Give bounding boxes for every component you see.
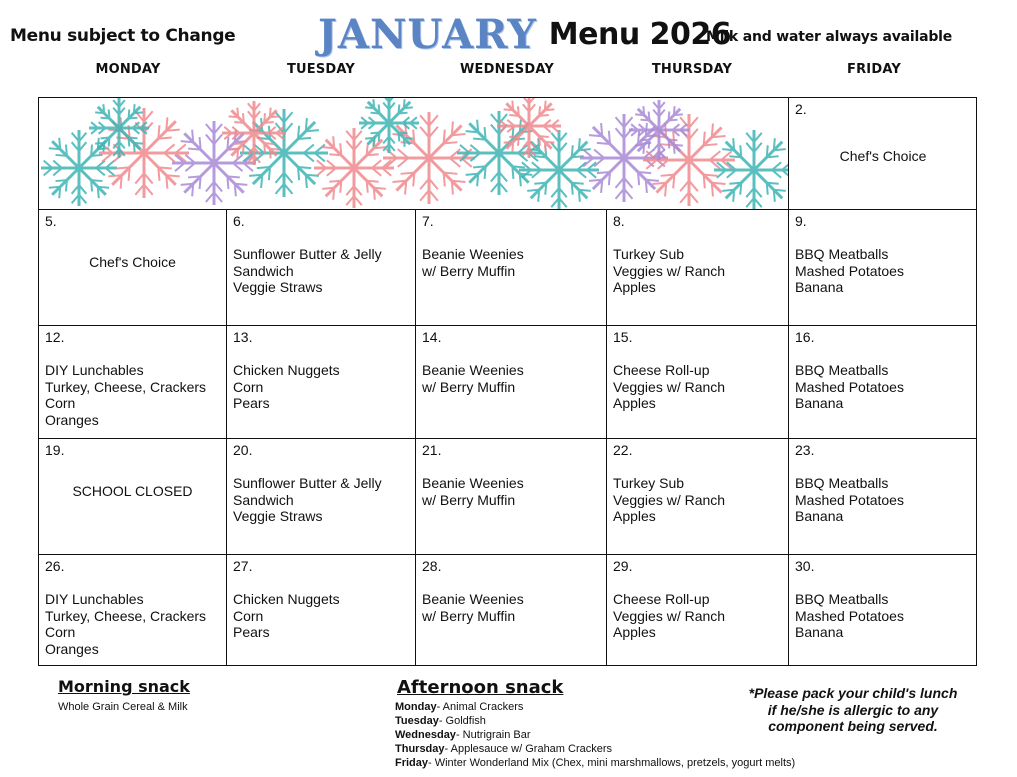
day-number: 2. (795, 101, 807, 117)
menu-item: Sandwich (233, 262, 294, 279)
menu-item: Beanie Weenies (422, 362, 524, 378)
menu-item: Mashed Potatoes (795, 491, 904, 508)
menu-item: Cheese Roll-up (613, 362, 710, 378)
menu-item: w/ Berry Muffin (422, 491, 516, 508)
day-number: 19. (45, 442, 65, 458)
day-number: 20. (233, 442, 253, 458)
page-title (318, 10, 731, 58)
menu-item: Banana (795, 508, 844, 524)
day-number: 5. (45, 213, 57, 229)
snowflake-icon (629, 100, 689, 160)
day-number: 13. (233, 329, 253, 345)
calendar-cell (416, 210, 607, 326)
cell-center-text: Chef's Choice (839, 148, 927, 164)
snowflake-banner (39, 98, 789, 210)
menu-item: BBQ Meatballs (795, 362, 889, 378)
calendar-cell (607, 210, 789, 326)
calendar-cell (789, 555, 977, 666)
day-number: 6. (233, 213, 245, 229)
snack-day: Friday (395, 757, 429, 769)
menu-item: BBQ Meatballs (795, 475, 889, 491)
day-number: 29. (613, 558, 633, 574)
menu-item: Beanie Weenies (422, 246, 524, 262)
calendar-cell (227, 439, 416, 555)
menu-item: Apples (613, 624, 656, 640)
menu-item: Beanie Weenies (422, 475, 524, 491)
calendar-cell (607, 326, 789, 439)
calendar-cell (39, 439, 227, 555)
snack-food: - Winter Wonderland Mix (Chex, mini marshmallows, pretzels, yogurt melts) (428, 757, 796, 769)
menu-item: w/ Berry Muffin (422, 378, 516, 395)
menu-item: Apples (613, 508, 656, 524)
menu-item: Pears (233, 624, 270, 640)
day-number: 8. (613, 213, 625, 229)
menu-item: Corn (233, 378, 264, 395)
menu-item: Turkey, Cheese, Crackers (45, 378, 207, 395)
menu-item: Turkey Sub (613, 475, 685, 491)
day-number: 28. (422, 558, 442, 574)
calendar-cell (416, 555, 607, 666)
morning-snack-title: Morning snack (58, 677, 190, 696)
snowflake-decoration-icon (39, 98, 789, 210)
month-title: JANUARY (318, 10, 537, 58)
day-number: 30. (795, 558, 815, 574)
calendar-cell (39, 555, 227, 666)
morning-snack-text: Whole Grain Cereal & Milk (58, 701, 188, 713)
menu-item: Apples (613, 279, 656, 295)
menu-item: Oranges (45, 640, 99, 657)
afternoon-snack-title: Afternoon snack (397, 677, 564, 698)
menu-item: Mashed Potatoes (795, 262, 904, 279)
calendar-cell (227, 326, 416, 439)
day-number: 14. (422, 329, 442, 345)
snack-row-wednesday (395, 728, 795, 742)
afternoon-snack-list (395, 700, 795, 770)
weekday-monday: MONDAY (95, 62, 161, 77)
menu-item: Banana (795, 624, 844, 640)
snowflake-icon (89, 98, 149, 158)
menu-item: Sunflower Butter & Jelly (233, 246, 382, 262)
cell-center-text: Chef's Choice (89, 254, 176, 270)
menu-item: Veggie Straws (233, 279, 323, 295)
menu-item: Chicken Nuggets (233, 362, 340, 378)
snack-food: - Applesauce w/ Graham Crackers (444, 743, 613, 755)
calendar-cell (789, 210, 977, 326)
weekday-wednesday: WEDNESDAY (460, 62, 554, 77)
snack-row-friday (395, 756, 795, 770)
menu-item: Mashed Potatoes (795, 607, 904, 624)
menu-item: Corn (233, 607, 264, 624)
allergy-note: *Please pack your child's lunch if he/she is allergic to any component being served. (748, 685, 958, 734)
menu-item: Cheese Roll-up (613, 591, 710, 607)
menu-item: Veggies w/ Ranch (613, 607, 726, 624)
day-number: 26. (45, 558, 65, 574)
menu-item: Turkey Sub (613, 246, 685, 262)
menu-calendar (38, 97, 977, 666)
snack-day: Monday (395, 701, 437, 713)
calendar-cell (607, 555, 789, 666)
menu-item: Corn (45, 624, 76, 640)
snack-row-tuesday (395, 714, 795, 728)
menu-item: w/ Berry Muffin (422, 607, 516, 624)
cell-center-text: SCHOOL CLOSED (72, 483, 193, 499)
menu-item: Pears (233, 395, 270, 411)
calendar-cell (39, 210, 227, 326)
day-number: 21. (422, 442, 442, 458)
snack-food: - Nutrigrain Bar (455, 729, 531, 741)
day-number: 15. (613, 329, 633, 345)
calendar-cell (39, 326, 227, 439)
menu-item: Veggies w/ Ranch (613, 378, 726, 395)
snowflake-icon (714, 130, 789, 210)
snack-day: Wednesday (395, 729, 456, 741)
day-number: 22. (613, 442, 633, 458)
snowflake-icon (314, 128, 394, 208)
weekday-friday: FRIDAY (847, 62, 901, 77)
calendar-cell (789, 439, 977, 555)
menu-item: Apples (613, 395, 656, 411)
snack-row-monday (395, 700, 795, 714)
menu-item: Corn (45, 395, 76, 411)
calendar-cell (789, 326, 977, 439)
day-number: 12. (45, 329, 65, 345)
snack-day: Thursday (395, 743, 445, 755)
calendar-cell (227, 555, 416, 666)
calendar-cell-2 (789, 98, 977, 210)
menu-item: Sandwich (233, 491, 294, 508)
menu-item: w/ Berry Muffin (422, 262, 516, 279)
menu-item: Beanie Weenies (422, 591, 524, 607)
snack-food: - Animal Crackers (436, 701, 524, 713)
menu-item: BBQ Meatballs (795, 591, 889, 607)
menu-item: DIY Lunchables (45, 362, 144, 378)
snack-day: Tuesday (395, 715, 439, 727)
snowflake-icon (497, 98, 561, 158)
day-number: 27. (233, 558, 253, 574)
snack-food: - Goldfish (438, 715, 486, 727)
menu-item: Veggies w/ Ranch (613, 262, 726, 279)
menu-item: Turkey, Cheese, Crackers (45, 607, 207, 624)
calendar-cell (227, 210, 416, 326)
menu-item: BBQ Meatballs (795, 246, 889, 262)
menu-item: Chicken Nuggets (233, 591, 340, 607)
menu-item: Oranges (45, 411, 99, 428)
menu-item: Sunflower Butter & Jelly (233, 475, 382, 491)
menu-item: Veggies w/ Ranch (613, 491, 726, 508)
day-number: 9. (795, 213, 807, 229)
snowflake-icon (222, 101, 286, 165)
menu-subject-note: Menu subject to Change (10, 26, 236, 46)
day-number: 23. (795, 442, 815, 458)
calendar-cell (416, 439, 607, 555)
day-number: 16. (795, 329, 815, 345)
menu-year-title: Menu 2026 (548, 16, 732, 52)
calendar-cell (607, 439, 789, 555)
menu-item: Veggie Straws (233, 508, 323, 524)
menu-item: Mashed Potatoes (795, 378, 904, 395)
menu-item: DIY Lunchables (45, 591, 144, 607)
snowflake-icon (383, 112, 475, 204)
milk-water-note: Milk and water always available (706, 29, 953, 45)
day-number: 7. (422, 213, 434, 229)
menu-item: Banana (795, 279, 844, 295)
snack-row-thursday (395, 742, 795, 756)
weekday-thursday: THURSDAY (651, 62, 733, 77)
weekday-tuesday: TUESDAY (286, 62, 356, 77)
menu-item: Banana (795, 395, 844, 411)
calendar-cell (416, 326, 607, 439)
